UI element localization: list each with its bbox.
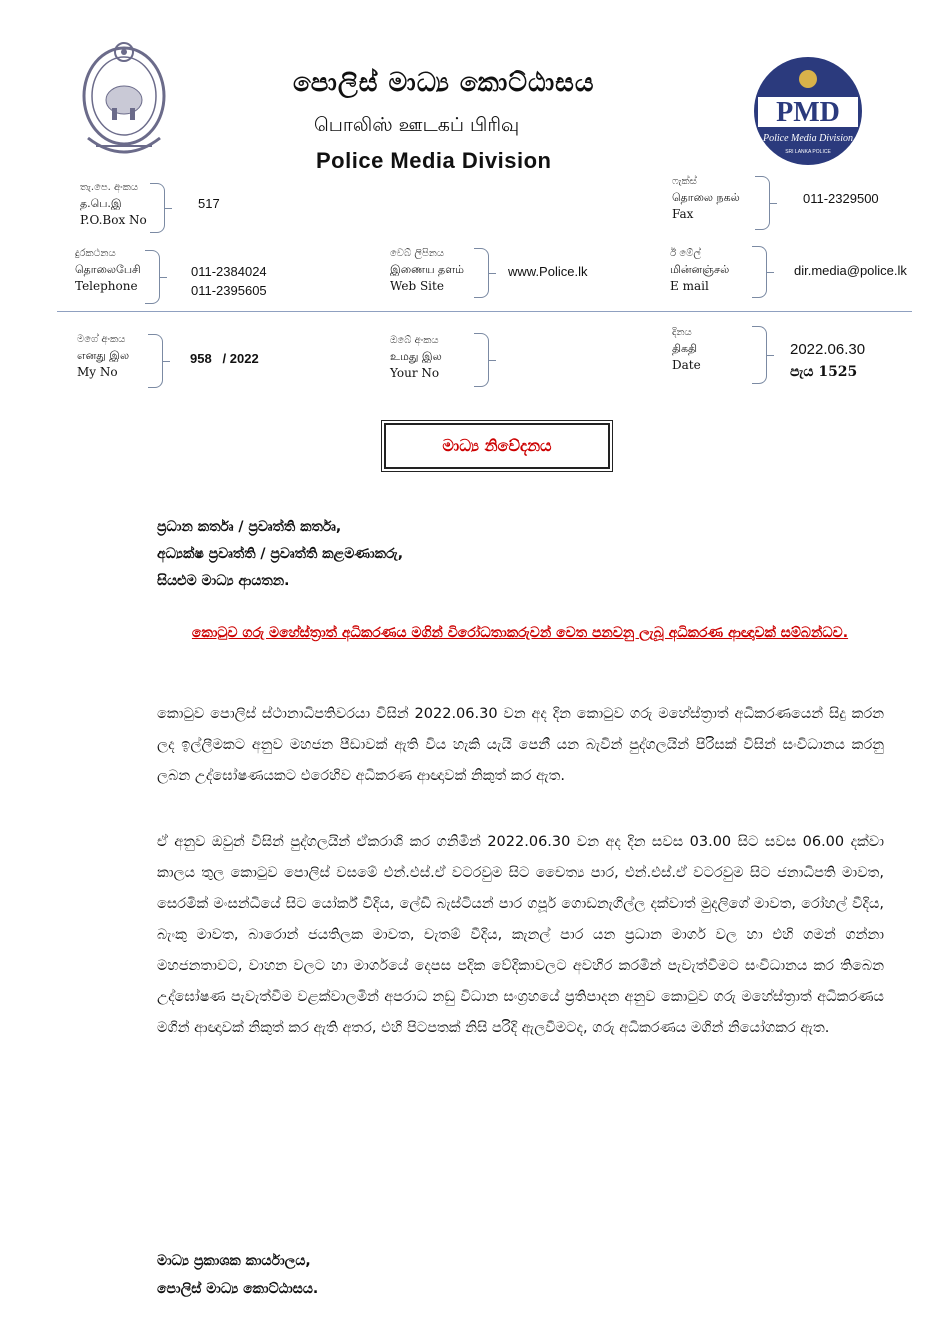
addressee-line: ප්‍රධාන කර්තෘ / ප්‍රවෘත්ති කර්තෘ, bbox=[157, 519, 342, 535]
addressee-line: අධ්‍යක්ෂ ප්‍රවෘත්ති / ප්‍රවෘත්ති කළමණාකරු, bbox=[157, 546, 404, 562]
time-value: පැය 1525 bbox=[790, 364, 858, 380]
title-sinhala: පොලිස් මාධ්‍ය කොට්ඨාසය bbox=[293, 68, 595, 98]
title-english: Police Media Division bbox=[316, 148, 552, 173]
fax-value: 011-2329500 bbox=[803, 191, 879, 206]
your-no-label: ඔබේ අංකය உமது இல Your No bbox=[390, 335, 442, 380]
pmd-logo bbox=[752, 55, 864, 167]
my-no-value: 958 / 2022 bbox=[190, 351, 259, 366]
date-brace bbox=[752, 326, 767, 384]
website-label: වෙබ් ලිපිනය இணைய தளம் Web Site bbox=[390, 248, 464, 293]
your-no-brace bbox=[474, 333, 489, 387]
date-label: දිනය திகதி Date bbox=[672, 327, 701, 372]
email-label: ඊ මේල් மின்னஞ்சல் E mail bbox=[670, 248, 730, 293]
pmd-logo-text: PMD bbox=[776, 97, 840, 128]
website-value: www.Police.lk bbox=[508, 264, 588, 279]
pmd-logo-sub2: SRI LANKA POLICE bbox=[785, 149, 831, 155]
telephone-values bbox=[191, 262, 267, 300]
pobox-label: තැ.පෙ. අංකය த.பெ.இ P.O.Box No bbox=[80, 182, 147, 227]
title-tamil: பொலிஸ் ஊடகப் பிரிவு bbox=[314, 114, 520, 136]
website-brace bbox=[474, 248, 489, 298]
fax-label: ෆැක්ස් தொலை நகல் Fax bbox=[672, 176, 740, 221]
email-value: dir.media@police.lk bbox=[794, 263, 907, 278]
email-brace bbox=[752, 246, 767, 298]
pmd-logo-sub: Police Media Division bbox=[763, 133, 853, 144]
my-no-label: මගේ අංකය எனது இல My No bbox=[77, 334, 130, 379]
pobox-value: 517 bbox=[198, 196, 220, 211]
date-values bbox=[790, 339, 865, 383]
subject-heading: කොටුව ගරු මහේස්ත්‍රාත් අධිකරණය මගින් විරෝධතාකරුවන් වෙත පනවනු ලැබූ අධිකරණ ආඥාවක් සම්බන්ධව. bbox=[191, 625, 849, 641]
police-emblem bbox=[78, 38, 170, 168]
telephone-value-2: 011-2395605 bbox=[191, 283, 267, 298]
fax-brace bbox=[755, 176, 770, 230]
pobox-brace bbox=[150, 183, 165, 233]
my-no-brace bbox=[148, 334, 163, 388]
notice-title: මාධ්‍ය නිවේදනය bbox=[442, 436, 552, 455]
telephone-value-1: 011-2384024 bbox=[191, 264, 267, 279]
signature-line: මාධ්‍ය ප්‍රකාශක කාර්යාලය, bbox=[157, 1253, 311, 1269]
telephone-label: දුරකථනය தொலைபேசி Telephone bbox=[75, 248, 141, 293]
header-divider bbox=[57, 311, 912, 312]
notice-title-box bbox=[384, 423, 610, 469]
addressee-block bbox=[157, 514, 403, 595]
telephone-brace bbox=[145, 250, 160, 304]
signature-line: පොලිස් මාධ්‍ය කොට්ඨාසය. bbox=[157, 1281, 319, 1297]
body-paragraph-1: කොටුව පොලිස් ස්ථානාධිපතිවරයා විසින් 2022.06.30 වන අද දින කොටුව ගරු මහේස්ත්‍රාත් අධිකරණයෙන් සිදු කරන ලද ඉල්ලීමකට අනුව මහජන පීඩාවක් ඇති විය හැකි යැයි පෙනී යන බැවින් පුද්ගලයින් පිරිසක් විසින් සංවිධානය කරනු ලබන උද්ඝෝෂණයකට එරෙහිව අධිකරණ ආඥාවක් නිකුත් කර ඇත. bbox=[157, 706, 884, 784]
signature-block bbox=[157, 1247, 318, 1303]
addressee-line: සියළුම මාධ්‍ය ආයතන. bbox=[157, 573, 290, 589]
body-paragraph-2: ඒ අනුව ඔවුන් විසින් පුද්ගලයින් ඒකරාශි කර ගනිමින් 2022.06.30 වන අද දින සවස 03.00 සිට සවස 06.00 දක්වා කාලය තුල කොටුව පොලිස් වසමේ එන්.එස්.ඒ වටරවුම සිට චෛත්‍ය පාර, එන්.එස්.ඒ වටරවුම සිට ජනාධිපති මාවත, සෙරමික් මංසන්ධියේ සිට යෝර්ක් වීදිය, ලේඩි බැස්ටියන් පාර ගපූර් ගොඩනැගිල්ල දක්වාත් මුදලිගේ මාවත, රෝහල් වීදිය, බැංකු මාවත, බාරොන් ජයතිලක මාවත, චැතම් වීදිය, කැනල් පාර යන ප්‍රධාන මාර්ග වල හා එහි ගමන් ගන්නා මහජනතාවට, වාහන වලට හා මාර්ගයේ දෙපස පදික වේදිකාවලට අවහිර කරමින් පැවැත්වීමට සංවිධානය කර තිබෙන උද්ඝෝෂණ පැවැත්වීම වළක්වාලමින් අපරාධ නඩු විධාන සංග්‍රහයේ ප්‍රතිපාදන අනුව කොටුව ගරු මහේස්ත්‍රාත් අධිකරණය මගින් ආඥාවක් නිකුත් කර ඇති අතර, එහි පිටපතක් නිසි පරිදි ඇලවීමටද, ගරු අධිකරණය මගින් නියෝගකර ඇත. bbox=[157, 834, 884, 1036]
date-value: 2022.06.30 bbox=[790, 341, 866, 358]
